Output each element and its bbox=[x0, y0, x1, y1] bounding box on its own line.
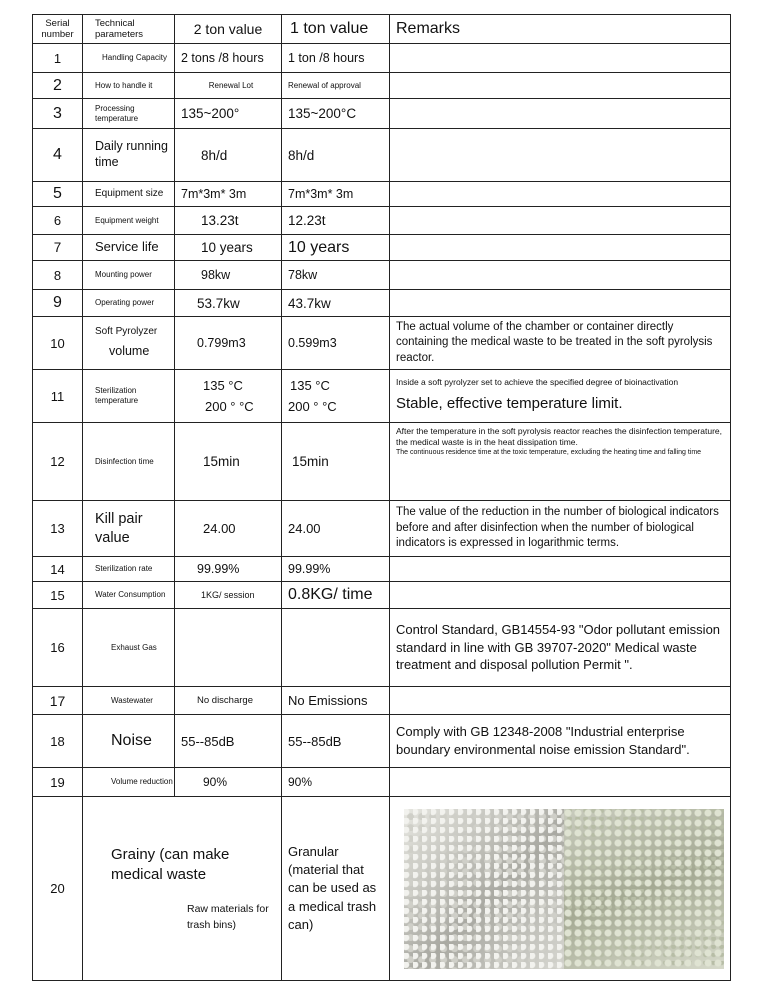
two-ton-value: Raw materials for trash bins) bbox=[187, 903, 269, 931]
table-row bbox=[33, 207, 731, 235]
serial-number: 13 bbox=[33, 501, 83, 557]
parameter-name-line-2: volume bbox=[109, 344, 150, 359]
two-ton-value: Renewal Lot bbox=[175, 73, 282, 99]
serial-number: 17 bbox=[33, 687, 83, 715]
parameter-name: Processing temperature bbox=[83, 99, 175, 129]
remark bbox=[390, 768, 731, 797]
serial-number: 12 bbox=[33, 423, 83, 501]
remark bbox=[390, 582, 731, 609]
remark: The value of the reduction in the number of biological indicators before and after disinfection when the number of biological indicators is expressed in logarithmic terms. bbox=[390, 501, 731, 557]
two-ton-value: 15min bbox=[175, 423, 282, 501]
parameter-name: Service life bbox=[83, 235, 175, 261]
remark-line-1: Inside a soft pyrolyzer set to achieve the specified degree of bioinactivation bbox=[396, 377, 679, 388]
serial-number: 11 bbox=[33, 370, 83, 423]
two-ton-value: 98kw bbox=[175, 261, 282, 290]
remark bbox=[390, 370, 731, 423]
two-ton-value: 2 tons /8 hours bbox=[175, 44, 282, 73]
remark bbox=[390, 235, 731, 261]
parameter-name: Equipment weight bbox=[83, 207, 175, 235]
parameter-name: Sterilization rate bbox=[83, 557, 175, 582]
two-ton-value: 13.23t bbox=[175, 207, 282, 235]
table-row bbox=[33, 768, 731, 797]
remark bbox=[390, 687, 731, 715]
granular-material-photos bbox=[404, 809, 724, 969]
one-ton-value: 15min bbox=[282, 423, 390, 501]
one-ton-value: 0.8KG/ time bbox=[282, 582, 390, 609]
two-ton-value: 0.799m3 bbox=[175, 317, 282, 370]
two-ton-value-header: 2 ton value bbox=[175, 15, 282, 44]
remarks-header: Remarks bbox=[390, 15, 731, 44]
remark bbox=[390, 423, 731, 501]
one-ton-value: 24.00 bbox=[282, 501, 390, 557]
serial-number: 2 bbox=[33, 73, 83, 99]
two-ton-value bbox=[175, 370, 282, 423]
one-ton-value: 78kw bbox=[282, 261, 390, 290]
two-ton-value: 10 years bbox=[175, 235, 282, 261]
table-row bbox=[33, 582, 731, 609]
two-ton-value bbox=[175, 609, 282, 687]
parameter-name: Kill pair value bbox=[83, 501, 175, 557]
serial-number: 20 bbox=[33, 797, 83, 981]
one-ton-value: Granular (material that can be used as a medical trash can) bbox=[282, 797, 390, 981]
remark bbox=[390, 44, 731, 73]
serial-number: 4 bbox=[33, 129, 83, 182]
one-ton-value: 135~200°C bbox=[282, 99, 390, 129]
technical-parameters-header: Technical parameters bbox=[83, 15, 175, 44]
table-row bbox=[33, 423, 731, 501]
two-ton-value: 24.00 bbox=[175, 501, 282, 557]
table-row bbox=[33, 609, 731, 687]
remark-line-2: Stable, effective temperature limit. bbox=[396, 395, 623, 413]
table-row bbox=[33, 317, 731, 370]
serial-number: 10 bbox=[33, 317, 83, 370]
table-row bbox=[33, 235, 731, 261]
two-ton-value-line-1: 135 °C bbox=[203, 378, 243, 393]
remark bbox=[390, 797, 731, 981]
two-ton-value: 7m*3m* 3m bbox=[175, 182, 282, 207]
serial-number: 14 bbox=[33, 557, 83, 582]
serial-number: 6 bbox=[33, 207, 83, 235]
one-ton-value: 55--85dB bbox=[282, 715, 390, 768]
remark-line-2: The continuous residence time at the toxic temperature, excluding the heating time and falling time bbox=[396, 449, 702, 457]
table-row bbox=[33, 261, 731, 290]
serial-number: 7 bbox=[33, 235, 83, 261]
one-ton-value: 99.99% bbox=[282, 557, 390, 582]
parameter-name: Sterilization temperature bbox=[83, 370, 175, 423]
one-ton-value: 8h/d bbox=[282, 129, 390, 182]
spec-table bbox=[32, 14, 731, 981]
parameter-name: Daily running time bbox=[83, 129, 175, 182]
remark bbox=[390, 99, 731, 129]
one-ton-value: 90% bbox=[282, 768, 390, 797]
two-ton-value-line-2: 200 ° °C bbox=[205, 399, 254, 414]
table-row bbox=[33, 290, 731, 317]
table-row bbox=[33, 370, 731, 423]
serial-number-header: Serial number bbox=[33, 15, 83, 44]
table-row bbox=[33, 501, 731, 557]
two-ton-value: 99.99% bbox=[175, 557, 282, 582]
serial-number: 5 bbox=[33, 182, 83, 207]
one-ton-value: 10 years bbox=[282, 235, 390, 261]
one-ton-value bbox=[282, 609, 390, 687]
one-ton-value: No Emissions bbox=[282, 687, 390, 715]
one-ton-value-header: 1 ton value bbox=[282, 15, 390, 44]
two-ton-value: 8h/d bbox=[175, 129, 282, 182]
two-ton-value-cell bbox=[83, 797, 282, 981]
parameter-name: Handling Capacity bbox=[83, 44, 175, 73]
table-row bbox=[33, 797, 731, 981]
parameter-name bbox=[83, 317, 175, 370]
table-header-row bbox=[33, 15, 731, 44]
one-ton-value: 12.23t bbox=[282, 207, 390, 235]
two-ton-value: 90% bbox=[175, 768, 282, 797]
one-ton-value: 1 ton /8 hours bbox=[282, 44, 390, 73]
granular-material-photo-left bbox=[404, 809, 564, 969]
remark bbox=[390, 290, 731, 317]
parameter-name: Grainy (can make medical waste bbox=[111, 846, 230, 883]
remark bbox=[390, 207, 731, 235]
parameter-name: Disinfection time bbox=[83, 423, 175, 501]
serial-number: 16 bbox=[33, 609, 83, 687]
table-row bbox=[33, 557, 731, 582]
two-ton-value: 53.7kw bbox=[175, 290, 282, 317]
two-ton-value: 55--85dB bbox=[175, 715, 282, 768]
parameter-name: Equipment size bbox=[83, 182, 175, 207]
one-ton-value: Renewal of approval bbox=[282, 73, 390, 99]
table-row bbox=[33, 182, 731, 207]
serial-number: 19 bbox=[33, 768, 83, 797]
remark: Control Standard, GB14554-93 "Odor pollutant emission standard in line with GB 39707-2020" Medical waste treatment and disposal pollution Permit ". bbox=[390, 609, 731, 687]
parameter-name: Wastewater bbox=[83, 687, 175, 715]
table-row bbox=[33, 99, 731, 129]
parameter-name: Water Consumption bbox=[83, 582, 175, 609]
parameter-name: How to handle it bbox=[83, 73, 175, 99]
one-ton-value-line-1: 135 °C bbox=[290, 378, 330, 393]
granular-material-photo-right bbox=[564, 809, 724, 969]
parameter-name: Exhaust Gas bbox=[83, 609, 175, 687]
parameter-name: Volume reduction bbox=[83, 768, 175, 797]
one-ton-value bbox=[282, 370, 390, 423]
two-ton-value: 135~200° bbox=[175, 99, 282, 129]
serial-number: 8 bbox=[33, 261, 83, 290]
table-row bbox=[33, 73, 731, 99]
parameter-name: Mounting power bbox=[83, 261, 175, 290]
remark bbox=[390, 182, 731, 207]
one-ton-value: 0.599m3 bbox=[282, 317, 390, 370]
remark bbox=[390, 73, 731, 99]
parameter-name: Noise bbox=[83, 715, 175, 768]
remark: Comply with GB 12348-2008 "Industrial enterprise boundary environmental noise emission Standard". bbox=[390, 715, 731, 768]
remark: The actual volume of the chamber or container directly containing the medical waste to be treated in the soft pyrolysis reactor. bbox=[390, 317, 731, 370]
serial-number: 15 bbox=[33, 582, 83, 609]
table-row bbox=[33, 715, 731, 768]
remark bbox=[390, 129, 731, 182]
remark-line-1: After the temperature in the soft pyrolysis reactor reaches the disinfection temperature, the medical waste is in the heat dissipation time. bbox=[396, 426, 722, 448]
serial-number: 1 bbox=[33, 44, 83, 73]
parameter-name: Operating power bbox=[83, 290, 175, 317]
table-row bbox=[33, 44, 731, 73]
serial-number: 3 bbox=[33, 99, 83, 129]
table-row bbox=[33, 129, 731, 182]
two-ton-value: 1KG/ session bbox=[175, 582, 282, 609]
one-ton-value: 43.7kw bbox=[282, 290, 390, 317]
one-ton-value: 7m*3m* 3m bbox=[282, 182, 390, 207]
two-ton-value: No discharge bbox=[175, 687, 282, 715]
table-row bbox=[33, 687, 731, 715]
serial-number: 18 bbox=[33, 715, 83, 768]
serial-number: 9 bbox=[33, 290, 83, 317]
one-ton-value-line-2: 200 ° °C bbox=[288, 399, 337, 414]
remark bbox=[390, 261, 731, 290]
remark bbox=[390, 557, 731, 582]
parameter-name-line-1: Soft Pyrolyzer bbox=[95, 325, 158, 337]
